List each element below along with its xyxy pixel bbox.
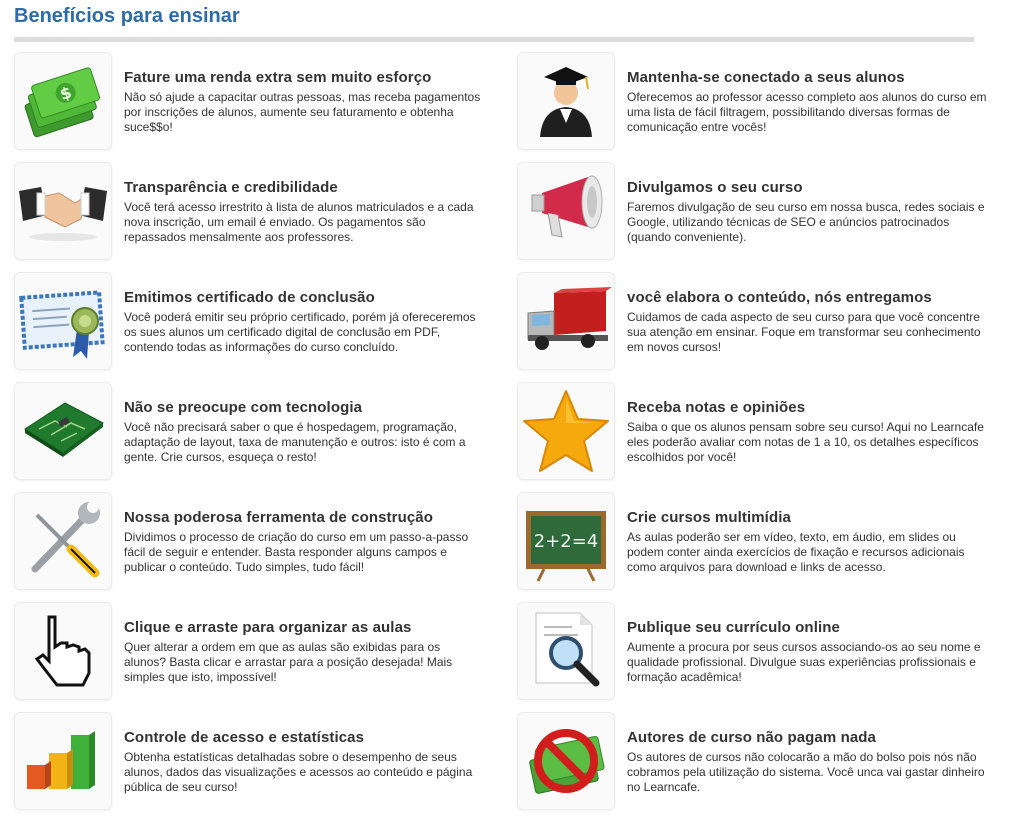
benefit-description: Os autores de cursos não colocarão a mão do bolso pois nós não cobramos pela utilização do sistema. Você unca vai gastar dinheiro no Learncafe.	[627, 750, 985, 794]
benefit-description: Faremos divulgação de seu curso em nossa busca, redes sociais e Google, utilizando técnicas de SEO e anúncios patrocinados (quando conveniente).	[627, 200, 985, 244]
chalkboard-icon	[517, 492, 615, 590]
benefit-title: Divulgamos o seu curso	[627, 179, 803, 196]
benefit-item	[14, 52, 484, 154]
tools-icon	[14, 492, 112, 590]
benefit-item	[517, 712, 987, 814]
chalkboard-text: 2+2=4	[533, 531, 599, 552]
benefit-title: Emitimos certificado de conclusão	[124, 289, 375, 306]
benefit-title: Receba notas e opiniões	[627, 399, 806, 416]
benefit-description: As aulas poderão ser em vídeo, texto, em áudio, em slides ou podem conter ainda exercícios de fixação e recursos adicionais como arquivos para download e links de acesso.	[627, 530, 965, 574]
bar-chart-icon	[14, 712, 112, 810]
document-search-icon	[517, 602, 615, 700]
benefit-description: Dividimos o processo de criação do curso em um passo-a-passo fácil de seguir e entender. Basta responder alguns campos e publicar o conteúdo. Tudo simples, tudo fácil!	[124, 530, 469, 574]
benefit-item	[517, 602, 987, 704]
benefit-item	[517, 382, 987, 484]
megaphone-icon	[517, 162, 615, 260]
benefit-description: Cuidamos de cada aspecto de seu curso para que você concentre sua atenção em ensinar. Foque em transformar seu conhecimento em novos cursos!	[627, 310, 981, 354]
benefit-description: Não só ajude a capacitar outras pessoas, mas receba pagamentos por inscrições de alunos, aumente seu faturamento e obtenha suce$$o!	[124, 90, 481, 134]
benefit-item	[517, 162, 987, 264]
benefit-title: Publique seu currículo online	[627, 619, 840, 636]
benefit-description: Quer alterar a ordem em que as aulas são exibidas para os alunos? Basta clicar e arrastar para a posição desejada! Mais simples que isto, impossível!	[124, 640, 453, 684]
page-title: Benefícios para ensinar	[14, 5, 240, 27]
benefit-item	[517, 492, 987, 594]
benefit-title: Crie cursos multimídia	[627, 509, 791, 526]
benefit-item	[14, 272, 484, 374]
benefit-item	[14, 602, 484, 704]
benefit-item	[517, 52, 987, 154]
benefit-title: Nossa poderosa ferramenta de construção	[124, 509, 433, 526]
star-icon	[517, 382, 615, 480]
benefit-description: Aumente a procura por seus cursos associando-os ao seu nome e qualidade profissional. Divulgue suas experiências profissionais e formação acadêmica!	[627, 640, 981, 684]
benefit-title: Clique e arraste para organizar as aulas	[124, 619, 412, 636]
benefit-description: Você poderá emitir seu próprio certificado, porém já ofereceremos os sues alunos um certificado digital de conclusão em PDF, contendo todas as informações do curso concluído.	[124, 310, 476, 354]
benefit-title: Transparência e credibilidade	[124, 179, 338, 196]
benefit-title: Controle de acesso e estatísticas	[124, 729, 365, 746]
benefit-item	[14, 492, 484, 594]
benefit-title: Autores de curso não pagam nada	[627, 729, 876, 746]
benefit-title: Mantenha-se conectado a seus alunos	[627, 69, 905, 86]
benefit-description: Saiba o que os alunos pensam sobre seu curso! Aqui no Learncafe eles poderão avaliar com notas de 1 a 10, os detalhes específicos escolhidos por você!	[627, 420, 984, 464]
benefit-title: Não se preocupe com tecnologia	[124, 399, 363, 416]
circuit-board-icon	[14, 382, 112, 480]
benefit-description: Oferecemos ao professor acesso completo aos alunos do curso em uma lista de fácil filtragem, possibilitando diversas formas de comunicação entre vocês!	[627, 90, 987, 134]
hand-cursor-icon	[14, 602, 112, 700]
no-money-icon	[517, 712, 615, 810]
graduate-icon	[517, 52, 615, 150]
benefit-item	[14, 712, 484, 814]
benefit-title: você elabora o conteúdo, nós entregamos	[627, 289, 932, 306]
benefit-item	[14, 162, 484, 264]
benefit-description: Obtenha estatísticas detalhadas sobre o desempenho de seus alunos, dados das visualizações e acessos ao conteúdo e página pública de seu curso!	[124, 750, 473, 794]
handshake-icon	[14, 162, 112, 260]
benefit-item	[517, 272, 987, 374]
svg-text:$: $	[57, 82, 74, 105]
benefit-item	[14, 382, 484, 484]
benefit-description: Você terá acesso irrestrito à lista de alunos matriculados e a cada nova inscrição, um email é enviado. Os pagamentos são repassados mensalmente aos professores.	[124, 200, 474, 244]
certificate-icon	[14, 272, 112, 370]
delivery-truck-icon	[517, 272, 615, 370]
benefit-title: Fature uma renda extra sem muito esforço	[124, 69, 432, 86]
benefit-description: Você não precisará saber o que é hospedagem, programação, adaptação de layout, taxa de manutenção e outros: isto é com a gente. Crie cursos, esqueça o resto!	[124, 420, 466, 464]
money-icon	[14, 52, 112, 150]
